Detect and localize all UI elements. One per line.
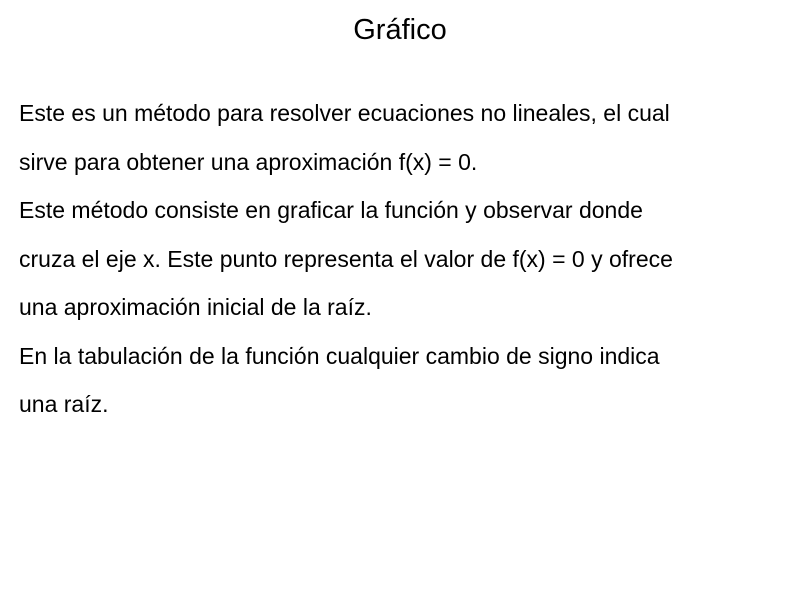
body-line-1: Este es un método para resolver ecuaciones no lineales, el cual — [19, 100, 670, 126]
body-line-6: En la tabulación de la función cualquier cambio de signo indica — [19, 342, 660, 369]
slide-body — [19, 89, 789, 429]
slide-title: Gráfico — [353, 14, 447, 46]
body-line-3: Este método consiste en graficar la función y observar donde — [19, 197, 643, 223]
body-line-5: una aproximación inicial de la raíz. — [19, 294, 372, 320]
body-line-2: sirve para obtener una aproximación f(x) = 0. — [19, 148, 478, 175]
body-line-4: cruza el eje x. Este punto representa el valor de f(x) = 0 y ofrece — [19, 245, 673, 272]
body-line-7: una raíz. — [19, 391, 109, 417]
